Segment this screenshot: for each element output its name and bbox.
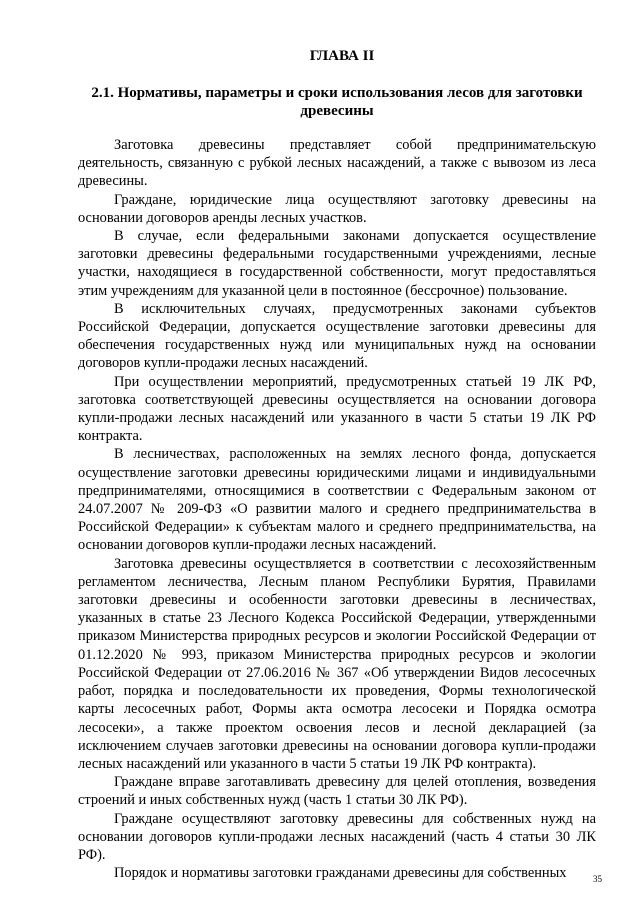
section-title: 2.1. Нормативы, параметры и сроки использования лесов для заготовки древесины	[91, 85, 583, 119]
paragraph: Граждане вправе заготавливать древесину для целей отопления, возведения строений и иных собственных нужд (часть 1 статьи 30 ЛК РФ).	[78, 774, 596, 809]
chapter-heading: ГЛАВА II	[309, 48, 375, 64]
paragraph: Граждане, юридические лица осуществляют заготовку древесины на основании договоров аренды лесных участков.	[78, 191, 596, 226]
paragraph: При осуществлении мероприятий, предусмотренных статьей 19 ЛК РФ, заготовка соответствующей древесины осуществляется на основании договора купли-продажи лесных насаждений или указанного в части 5 статьи 19 ЛК РФ контракта.	[78, 373, 596, 445]
paragraph: В случае, если федеральными законами допускается осуществление заготовки древесины федеральными государственными учреждениями, лесные участки, находящиеся в государственной собственности, могут предоставляться этим учреждениям для указанной цели в постоянное (бессрочное) пользование.	[78, 228, 596, 299]
page-number: 35	[593, 874, 602, 884]
paragraph: В исключительных случаях, предусмотренных законами субъектов Российской Федерации, допускается осуществление заготовки древесины для обеспечения государственных нужд или муниципальных нужд на основании договоров купли-продажи лесных насаждений.	[78, 300, 596, 372]
paragraph: В лесничествах, расположенных на землях лесного фонда, допускается осуществление заготовки древесины юридическими лицами и индивидуальными предпринимателями, относящимися в соответствии с Федеральным законом от 24.07.2007 № 209-ФЗ «О развитии малого и среднего предпринимательства в Российской Федерации» к субъектам малого и среднего предпринимательства, на основании договоров купли-продажи лесных насаждений.	[78, 446, 596, 554]
paragraph: Заготовка древесины осуществляется в соответствии с лесохозяйственным регламентом лесничества, Лесным планом Республики Бурятия, Правилами заготовки древесины и особенности заготовки древесины в лесничествах, указанных в статье 23 Лесного Кодекса Российской Федерации, утвержденными приказом Министерства природных ресурсов и экологии Российской Федерации от 01.12.2020 № 993, приказом Министерства природных ресурсов и экологии Российской Федерации от 27.06.2016 № 367 «Об утверждении Видов лесосечных работ, порядка и последовательности их проведения, Формы технологической карты лесосечных работ, Формы акта осмотра лесосеки и Порядка осмотра лесосеки», а также проектом освоения лесов и лесной декларацией (за исключением случаев заготовки древесины на основании договора купли-продажи лесных насаждений или указанного в части 5 статьи 19 ЛК РФ контракта).	[78, 555, 596, 772]
paragraph: Граждане осуществляют заготовку древесины для собственных нужд на основании договоров купли-продажи лесных насаждений (часть 4 статьи 30 ЛК РФ).	[78, 810, 596, 863]
paragraph: Порядок и нормативы заготовки гражданами древесины для собственных	[114, 865, 567, 882]
paragraph: Заготовка древесины представляет собой предпринимательскую деятельность, связанную с рубкой лесных насаждений, а также с вывозом из леса древесины.	[78, 137, 596, 190]
